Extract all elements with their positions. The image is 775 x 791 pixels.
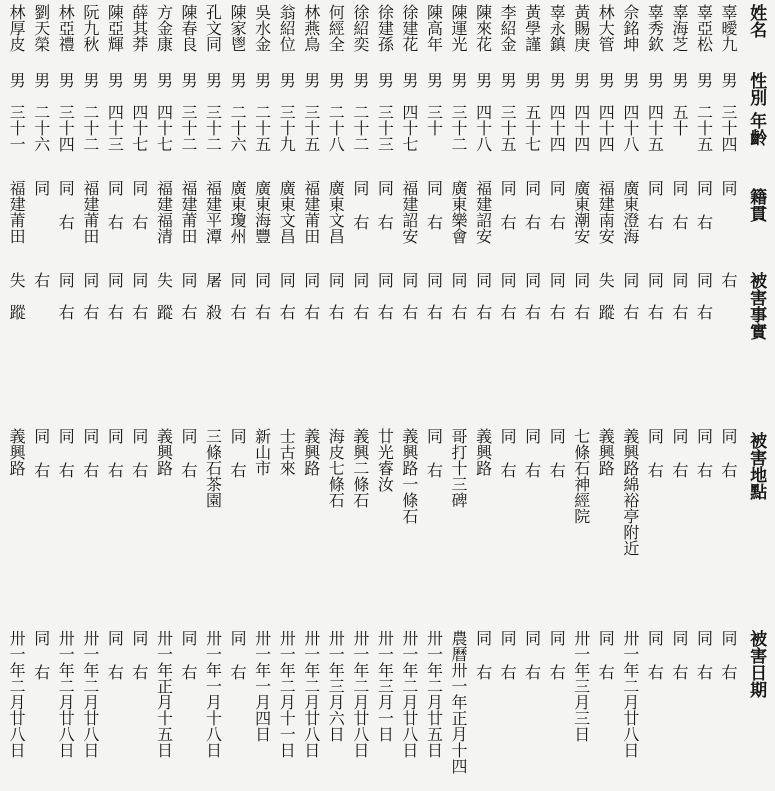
victim-native-place: 同右: [129, 180, 149, 248]
table-row: [495, 4, 520, 787]
victim-table: [4, 4, 771, 787]
victim-native-place: 廣東澄海: [620, 180, 640, 244]
victim-age: 三十四: [719, 104, 739, 152]
victim-date: 卅一年二月十一日: [277, 630, 297, 758]
table-row: [78, 4, 103, 787]
victim-date: 同右: [645, 630, 665, 698]
victim-fact: 同右: [301, 272, 321, 336]
victim-date: 卅一年二月廿八日: [399, 630, 419, 758]
victim-native-place: 廣東樂會: [449, 180, 469, 244]
victim-fact: 同右: [473, 272, 493, 336]
victim-fact: 同右: [252, 272, 272, 336]
victim-sex: 男: [424, 72, 444, 88]
victim-date: 同右: [473, 630, 493, 698]
victim-location: 廿光睿汝: [375, 428, 395, 492]
victim-native-place: 福建詔安: [399, 180, 419, 244]
victim-location: 同右: [669, 428, 689, 496]
victim-fact: 同右: [228, 272, 248, 336]
victim-fact: 同右: [399, 272, 419, 336]
header-name: 姓名: [746, 4, 767, 38]
victim-native-place: 廣東潮安: [571, 180, 591, 244]
victim-fact: 同右: [105, 272, 125, 336]
victim-name: 林厚皮: [7, 4, 27, 52]
victim-date: 卅一年二月廿八日: [7, 630, 27, 758]
victim-sex: 男: [399, 72, 419, 88]
victim-name: 阮九秋: [80, 4, 100, 52]
victim-fact: 同右: [694, 272, 714, 336]
victim-location: 義興路: [301, 428, 321, 476]
table-row: [568, 4, 593, 787]
victim-location: 同右: [80, 428, 100, 496]
victim-location: 同右: [547, 428, 567, 496]
victim-location: 義興路: [7, 428, 27, 476]
victim-age: 二十六: [31, 104, 51, 152]
victim-age: 四十三: [105, 104, 125, 152]
victim-fact: 同右: [498, 272, 518, 336]
victim-age: 二十八: [326, 104, 346, 152]
victim-fact: 失蹤: [154, 272, 174, 336]
victim-date: 卅一年三月三日: [571, 630, 591, 742]
victim-location: 同右: [522, 428, 542, 496]
victim-native-place: 福建莆田: [301, 180, 321, 244]
victim-name: 辜永鎮: [547, 4, 567, 52]
victim-name: 徐建孫: [375, 4, 395, 52]
victim-sex: 男: [326, 72, 346, 88]
victim-fact: 同右: [571, 272, 591, 336]
victim-name: 吳水金: [252, 4, 272, 52]
victim-location: 同右: [719, 428, 739, 496]
victim-name: 陳春良: [179, 4, 198, 52]
victim-age: 三十二: [179, 104, 198, 152]
victim-age: 三十五: [498, 104, 518, 152]
victim-sex: 男: [179, 72, 198, 88]
table-row: [397, 4, 422, 787]
table-row: [667, 4, 692, 787]
victim-native-place: 同右: [645, 180, 665, 248]
victim-fact: 同右: [56, 272, 76, 336]
victim-name: 辜秀欽: [645, 4, 665, 52]
header-age: 年齡: [746, 112, 767, 146]
victim-fact: 屠殺: [203, 272, 223, 336]
table-row: [544, 4, 569, 787]
victim-native-place: 同右: [350, 180, 370, 248]
victim-sex: 男: [694, 72, 714, 88]
victim-fact: 同右: [350, 272, 370, 336]
victim-age: 五十七: [522, 104, 542, 152]
table-row: [372, 4, 397, 787]
victim-date: 卅一年二月廿五日: [424, 630, 444, 758]
victim-name: 陳運光: [449, 4, 469, 52]
victim-location: 同右: [694, 428, 714, 496]
victim-fact: 同右: [80, 272, 100, 336]
victim-fact: 同右: [375, 272, 395, 336]
victim-name: 陳亞輝: [105, 4, 125, 52]
victim-sex: 男: [301, 72, 321, 88]
victim-fact: 同右: [129, 272, 149, 336]
victim-date: 卅一年二月廿八日: [80, 630, 100, 758]
victim-sex: 男: [449, 72, 469, 88]
table-row: [200, 4, 225, 787]
table-row: [4, 4, 29, 787]
victim-age: 四十五: [645, 104, 665, 152]
victim-sex: 男: [473, 72, 493, 88]
victim-name: 方金康: [154, 4, 174, 52]
victim-location: 三條石茶園: [203, 428, 223, 508]
victim-native-place: 廣東文昌: [326, 180, 346, 244]
victim-native-place: 同右: [547, 180, 567, 248]
table-row: [225, 4, 250, 787]
victim-native-place: 福建莆田: [7, 180, 27, 244]
victim-native-place: 福建南安: [596, 180, 616, 244]
victim-fact: 失蹤: [596, 272, 616, 336]
table-row: [28, 4, 53, 787]
victim-location: 七條石神經院: [571, 428, 591, 524]
table-row: [53, 4, 78, 787]
victim-fact: 同右: [424, 272, 444, 336]
victim-age: 四十八: [620, 104, 640, 152]
victim-location: 海皮七條石: [326, 428, 346, 508]
victim-native-place: 同右: [424, 180, 444, 248]
victim-name: 辜曖九: [719, 4, 739, 52]
victim-age: 三十九: [277, 104, 297, 152]
victim-native-place: 同右: [375, 180, 395, 248]
victim-age: 四十七: [154, 104, 174, 152]
victim-name: 辜海芝: [669, 4, 689, 52]
victim-date: 卅一年一月四日: [252, 630, 272, 742]
victim-name: 李紹金: [498, 4, 518, 52]
header-facts: 被害事實: [746, 272, 767, 340]
victim-sex: 男: [620, 72, 640, 88]
table-row: [446, 4, 471, 787]
victim-sex: 男: [498, 72, 518, 88]
victim-fact: 失蹤: [7, 272, 27, 336]
victim-name: 徐紹奕: [350, 4, 370, 52]
victim-sex: 男: [56, 72, 76, 88]
victim-location: 新山市: [252, 428, 272, 476]
victim-sex: 男: [154, 72, 174, 88]
victim-native-place: 廣東文昌: [277, 180, 297, 244]
victim-location: 義興路: [473, 428, 493, 476]
table-row: [618, 4, 643, 787]
victim-sex: 男: [571, 72, 591, 88]
victim-location: 同右: [498, 428, 518, 496]
victim-sex: 男: [350, 72, 370, 88]
victim-age: 三十: [424, 104, 444, 136]
victim-location: 同右: [129, 428, 149, 496]
victim-date: 卅一年正月十五日: [154, 630, 174, 758]
victim-name: 林燕鳥: [301, 4, 321, 52]
table-row: [102, 4, 127, 787]
victim-native-place: 同右: [56, 180, 76, 248]
victim-fact: 同右: [645, 272, 665, 336]
victim-sex: 男: [7, 72, 27, 88]
victim-date: 卅一年一月十八日: [203, 630, 223, 758]
victim-name: 黃賜庚: [571, 4, 591, 52]
victim-location: 同右: [31, 428, 51, 496]
table-row: [421, 4, 446, 787]
victim-date: 同右: [179, 630, 198, 698]
victim-name: 林亞禮: [56, 4, 76, 52]
victim-fact: 同右: [522, 272, 542, 336]
victim-name: 翁紹位: [277, 4, 297, 52]
victim-name: 孔文同: [203, 4, 223, 52]
table-row: [274, 4, 299, 787]
victim-name: 林大管: [596, 4, 616, 52]
victim-name: 辜亞松: [694, 4, 714, 52]
victim-name: 陳家鬯: [228, 4, 248, 52]
victim-name: 劉天榮: [31, 4, 51, 52]
victim-date: 卅一年二月廿八日: [56, 630, 76, 758]
victim-age: 四十四: [571, 104, 591, 152]
victim-name: 陳來花: [473, 4, 493, 52]
victim-native-place: 福建福清: [154, 180, 174, 244]
victim-name: 何經全: [326, 4, 346, 52]
header-sex: 性別: [746, 72, 767, 106]
victim-native-place: 同右: [498, 180, 518, 248]
victim-name: 佘銘坤: [620, 4, 640, 52]
victim-age: 四十七: [399, 104, 419, 152]
victim-date: 同右: [522, 630, 542, 698]
victim-native-place: 福建莆田: [179, 180, 198, 244]
victim-fact: 同右: [179, 272, 198, 336]
victim-age: 二十二: [80, 104, 100, 152]
table-row: [519, 4, 544, 787]
header-place: 籍貫: [746, 188, 767, 222]
victim-native-place: 同右: [694, 180, 714, 248]
header-date: 被害日期: [746, 630, 767, 698]
table-row: [298, 4, 323, 787]
victim-date: 同右: [669, 630, 689, 698]
victim-location: 同右: [228, 428, 248, 496]
victim-date: 同右: [105, 630, 125, 698]
table-row: [127, 4, 152, 787]
table-row: [323, 4, 348, 787]
victim-location: 士古來: [277, 428, 297, 476]
victim-date: 卅一年二月廿八日: [620, 630, 640, 758]
victim-location: 義興路綿裕亭附近: [620, 428, 640, 556]
victim-location: 義興二條石: [350, 428, 370, 508]
victim-native-place: 同: [31, 180, 51, 196]
victim-native-place: 廣東瓊州: [228, 180, 248, 244]
victim-location: 同右: [105, 428, 125, 496]
table-row: [716, 4, 741, 787]
victim-date: 農曆卅一年正月十四: [449, 630, 469, 774]
victim-age: 三十二: [449, 104, 469, 152]
victim-native-place: 福建詔安: [473, 180, 493, 244]
victim-native-place: 同右: [669, 180, 689, 248]
victim-fact: 同右: [547, 272, 567, 336]
victim-sex: 男: [252, 72, 272, 88]
victim-native-place: 福建平潭: [203, 180, 223, 244]
victim-fact: 同右: [620, 272, 640, 336]
victim-date: 同右: [694, 630, 714, 698]
victim-age: 二十二: [350, 104, 370, 152]
victim-native-place: 廣東海豐: [252, 180, 272, 244]
victim-native-place: 同: [719, 180, 739, 196]
table-row: [176, 4, 201, 787]
victim-fact: 同右: [277, 272, 297, 336]
victim-location: 義興路一條石: [399, 428, 419, 524]
victim-native-place: 同右: [522, 180, 542, 248]
victim-age: 三十三: [375, 104, 395, 152]
victim-date: 同右: [596, 630, 616, 698]
victim-location: 同右: [179, 428, 198, 496]
victim-sex: 男: [129, 72, 149, 88]
victim-age: 五十: [669, 104, 689, 136]
victim-sex: 男: [80, 72, 100, 88]
victim-native-place: 同右: [105, 180, 125, 248]
victim-name: 徐建花: [399, 4, 419, 52]
header-column: [740, 4, 771, 787]
victim-fact: 同右: [326, 272, 346, 336]
victim-sex: 男: [522, 72, 542, 88]
victim-name: 薛其莽: [129, 4, 149, 52]
victim-date: 同右: [547, 630, 567, 698]
victim-sex: 男: [375, 72, 395, 88]
victim-location: 義興路: [596, 428, 616, 476]
victim-age: 四十八: [473, 104, 493, 152]
victim-sex: 男: [277, 72, 297, 88]
table-row: [642, 4, 667, 787]
victim-age: 四十四: [547, 104, 567, 152]
header-location: 被害地點: [746, 432, 767, 500]
victim-location: 同右: [424, 428, 444, 496]
victim-name: 黃學謹: [522, 4, 542, 52]
victim-fact: 同右: [669, 272, 689, 336]
victim-location: 同右: [645, 428, 665, 496]
victim-date: 卅一年三月六日: [326, 630, 346, 742]
victim-fact: 同右: [449, 272, 469, 336]
victim-date: 卅一年三月一日: [375, 630, 395, 742]
victim-date: 同右: [129, 630, 149, 698]
victim-age: 四十七: [129, 104, 149, 152]
victim-native-place: 福建莆田: [80, 180, 100, 244]
victim-date: 卅一年二月廿八日: [350, 630, 370, 758]
table-row: [249, 4, 274, 787]
victim-sex: 男: [719, 72, 739, 88]
victim-date: 同右: [228, 630, 248, 698]
victim-age: 二十六: [228, 104, 248, 152]
table-row: [348, 4, 373, 787]
victim-fact: 右: [31, 272, 51, 304]
victim-sex: 男: [31, 72, 51, 88]
victim-age: 二十五: [694, 104, 714, 152]
table-row: [691, 4, 716, 787]
victim-age: 三十四: [56, 104, 76, 152]
victim-sex: 男: [596, 72, 616, 88]
victim-age: 三十一: [7, 104, 27, 152]
victim-sex: 男: [669, 72, 689, 88]
victim-age: 二十五: [252, 104, 272, 152]
victim-age: 四十四: [596, 104, 616, 152]
victim-sex: 男: [547, 72, 567, 88]
victim-date: 同右: [719, 630, 739, 698]
victim-name: 陳高年: [424, 4, 444, 52]
victim-date: 同右: [498, 630, 518, 698]
victim-sex: 男: [105, 72, 125, 88]
victim-location: 義興路: [154, 428, 174, 476]
victim-age: 三十五: [301, 104, 321, 152]
table-row: [593, 4, 618, 787]
victim-fact: 右: [719, 272, 739, 304]
victim-sex: 男: [203, 72, 223, 88]
victim-sex: 男: [228, 72, 248, 88]
table-row: [470, 4, 495, 787]
table-row: [151, 4, 176, 787]
victim-date: 卅一年二月廿八日: [301, 630, 321, 758]
victim-location: 哥打十三碑: [449, 428, 469, 508]
victim-age: 三十二: [203, 104, 223, 152]
victim-date: 同右: [31, 630, 51, 698]
victim-sex: 男: [645, 72, 665, 88]
victim-location: 同右: [56, 428, 76, 496]
